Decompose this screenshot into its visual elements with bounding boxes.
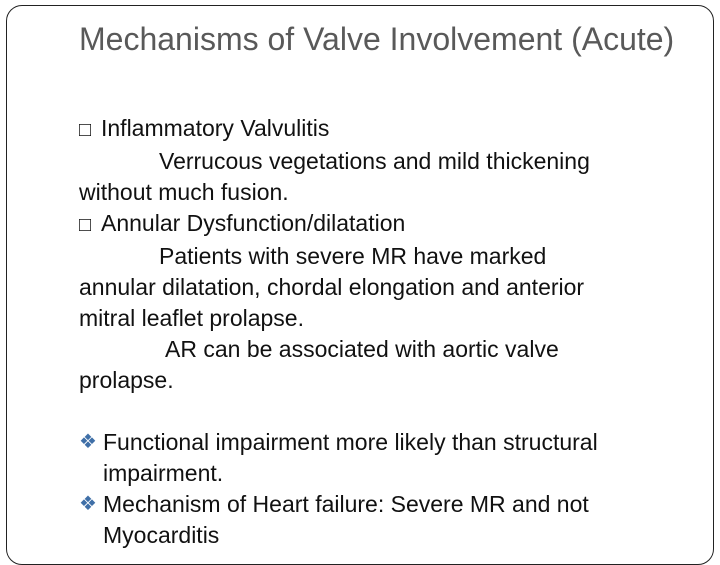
slide-title: Mechanisms of Valve Involvement (Acute) bbox=[79, 21, 675, 57]
heading-annular-dysfunction bbox=[79, 208, 679, 241]
detail-line: Patients with severe MR have marked bbox=[159, 243, 547, 269]
list-item bbox=[79, 489, 679, 551]
detail-line: without much fusion. bbox=[79, 179, 289, 205]
diamond-bullet-icon: ❖ bbox=[79, 431, 97, 453]
bullet-text: Mechanism of Heart failure: Severe MR and not Myocarditis bbox=[103, 491, 589, 548]
diamond-bullet-icon: ❖ bbox=[79, 493, 97, 515]
heading-text: Annular Dysfunction/dilatation bbox=[101, 210, 406, 236]
slide-body bbox=[79, 113, 679, 551]
box-bullet-icon: □ bbox=[79, 119, 92, 141]
box-bullet-icon: □ bbox=[79, 214, 92, 236]
detail-line: AR can be associated with aortic valve bbox=[165, 336, 559, 362]
detail-line: annular dilatation, chordal elongation and anterior bbox=[79, 274, 585, 300]
heading-text: Inflammatory Valvulitis bbox=[101, 115, 330, 141]
list-item bbox=[79, 427, 679, 489]
bullet-text: Functional impairment more likely than structural impairment. bbox=[103, 429, 598, 486]
detail-line: Verrucous vegetations and mild thickening bbox=[159, 148, 590, 174]
detail-line: prolapse. bbox=[79, 367, 174, 393]
detail-line: mitral leaflet prolapse. bbox=[79, 305, 304, 331]
spacer bbox=[79, 396, 679, 427]
heading-inflammatory-valvulitis bbox=[79, 113, 679, 146]
